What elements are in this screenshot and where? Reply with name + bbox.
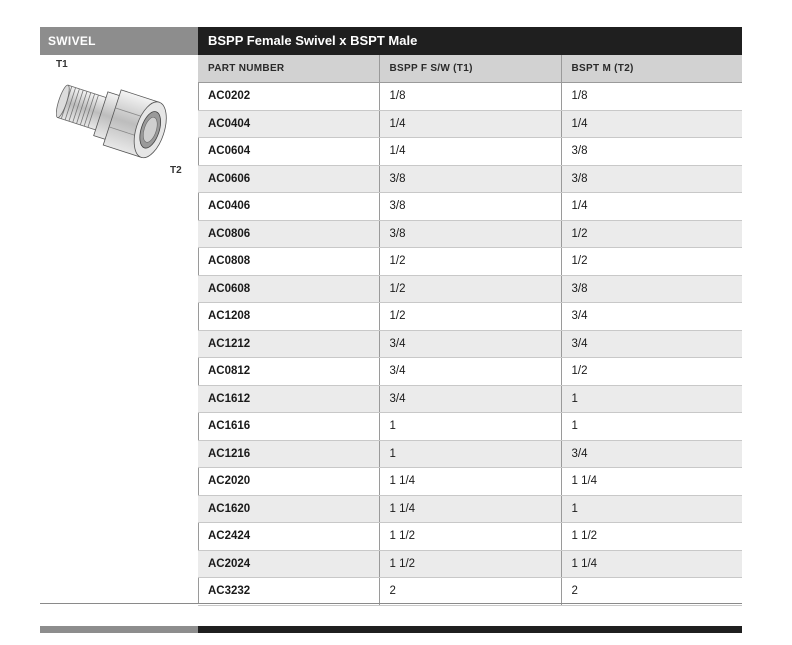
t1-size-cell: 1 1/2 bbox=[379, 550, 561, 578]
table-row bbox=[198, 578, 742, 606]
table-row bbox=[198, 303, 742, 331]
t1-size-cell: 1/4 bbox=[379, 138, 561, 166]
col-header-t1: BSPP F S/W (T1) bbox=[379, 55, 561, 83]
t1-size-cell: 3/4 bbox=[379, 358, 561, 386]
table-row bbox=[198, 440, 742, 468]
t1-size-cell: 3/8 bbox=[379, 165, 561, 193]
table-row bbox=[198, 220, 742, 248]
t1-size-cell: 1/4 bbox=[379, 110, 561, 138]
footer-bar-left bbox=[40, 626, 198, 633]
t2-size-cell: 1/2 bbox=[561, 220, 742, 248]
table-row bbox=[198, 330, 742, 358]
part-number-cell: AC1208 bbox=[198, 303, 379, 331]
part-number-cell: AC3232 bbox=[198, 578, 379, 606]
col-header-t2: BSPT M (T2) bbox=[561, 55, 742, 83]
t1-size-cell: 1 1/4 bbox=[379, 468, 561, 496]
t2-size-cell: 1/8 bbox=[561, 83, 742, 111]
part-table bbox=[198, 55, 742, 606]
part-number-cell: AC2024 bbox=[198, 550, 379, 578]
table-row bbox=[198, 193, 742, 221]
part-number-cell: AC1612 bbox=[198, 385, 379, 413]
t2-size-cell: 1 bbox=[561, 385, 742, 413]
t1-size-cell: 1 1/2 bbox=[379, 523, 561, 551]
t2-label: T2 bbox=[170, 165, 182, 176]
table-row bbox=[198, 385, 742, 413]
table-row bbox=[198, 83, 742, 111]
part-number-cell: AC1216 bbox=[198, 440, 379, 468]
part-number-cell: AC0202 bbox=[198, 83, 379, 111]
part-table-panel bbox=[198, 27, 742, 606]
part-number-cell: AC1620 bbox=[198, 495, 379, 523]
table-row bbox=[198, 413, 742, 441]
t2-size-cell: 1/4 bbox=[561, 110, 742, 138]
part-number-cell: AC0808 bbox=[198, 248, 379, 276]
table-row bbox=[198, 165, 742, 193]
t2-size-cell: 3/4 bbox=[561, 440, 742, 468]
figure-column bbox=[40, 27, 199, 604]
table-body bbox=[198, 83, 742, 606]
t1-size-cell: 2 bbox=[379, 578, 561, 606]
table-row bbox=[198, 468, 742, 496]
table-row bbox=[198, 275, 742, 303]
t2-size-cell: 3/4 bbox=[561, 330, 742, 358]
footer-bar-right bbox=[198, 626, 742, 633]
t2-size-cell: 1/4 bbox=[561, 193, 742, 221]
t1-size-cell: 3/4 bbox=[379, 330, 561, 358]
t2-size-cell: 3/8 bbox=[561, 165, 742, 193]
t1-size-cell: 1/2 bbox=[379, 248, 561, 276]
part-number-cell: AC0604 bbox=[198, 138, 379, 166]
t1-label: T1 bbox=[56, 59, 68, 70]
t1-size-cell: 1 1/4 bbox=[379, 495, 561, 523]
table-row bbox=[198, 358, 742, 386]
part-number-cell: AC2424 bbox=[198, 523, 379, 551]
t1-size-cell: 1 bbox=[379, 440, 561, 468]
t2-size-cell: 2 bbox=[561, 578, 742, 606]
t2-size-cell: 3/4 bbox=[561, 303, 742, 331]
part-number-cell: AC1616 bbox=[198, 413, 379, 441]
part-number-cell: AC2020 bbox=[198, 468, 379, 496]
t1-size-cell: 1 bbox=[379, 413, 561, 441]
t1-size-cell: 3/8 bbox=[379, 193, 561, 221]
bottom-divider bbox=[40, 603, 742, 604]
table-row bbox=[198, 523, 742, 551]
part-number-cell: AC0806 bbox=[198, 220, 379, 248]
table-row bbox=[198, 110, 742, 138]
t1-size-cell: 1/8 bbox=[379, 83, 561, 111]
t2-size-cell: 1/2 bbox=[561, 358, 742, 386]
t1-size-cell: 3/8 bbox=[379, 220, 561, 248]
t2-size-cell: 3/8 bbox=[561, 138, 742, 166]
table-row bbox=[198, 495, 742, 523]
t2-size-cell: 1 bbox=[561, 413, 742, 441]
table-row bbox=[198, 138, 742, 166]
part-number-cell: AC0812 bbox=[198, 358, 379, 386]
part-number-cell: AC0608 bbox=[198, 275, 379, 303]
t2-size-cell: 1 1/4 bbox=[561, 468, 742, 496]
t2-size-cell: 1/2 bbox=[561, 248, 742, 276]
header-row bbox=[198, 55, 742, 83]
table-title: BSPP Female Swivel x BSPT Male bbox=[198, 27, 742, 55]
part-number-cell: AC0404 bbox=[198, 110, 379, 138]
t2-size-cell: 1 1/4 bbox=[561, 550, 742, 578]
part-number-cell: AC0406 bbox=[198, 193, 379, 221]
swivel-fitting-icon bbox=[56, 69, 186, 179]
t2-size-cell: 1 bbox=[561, 495, 742, 523]
t1-size-cell: 3/4 bbox=[379, 385, 561, 413]
part-number-cell: AC0606 bbox=[198, 165, 379, 193]
table-row bbox=[198, 248, 742, 276]
t2-size-cell: 3/8 bbox=[561, 275, 742, 303]
table-row bbox=[198, 550, 742, 578]
part-number-cell: AC1212 bbox=[198, 330, 379, 358]
t1-size-cell: 1/2 bbox=[379, 275, 561, 303]
col-header-part-number: PART NUMBER bbox=[198, 55, 379, 83]
t2-size-cell: 1 1/2 bbox=[561, 523, 742, 551]
t1-size-cell: 1/2 bbox=[379, 303, 561, 331]
section-label: SWIVEL bbox=[40, 27, 198, 55]
fitting-figure bbox=[40, 55, 198, 195]
